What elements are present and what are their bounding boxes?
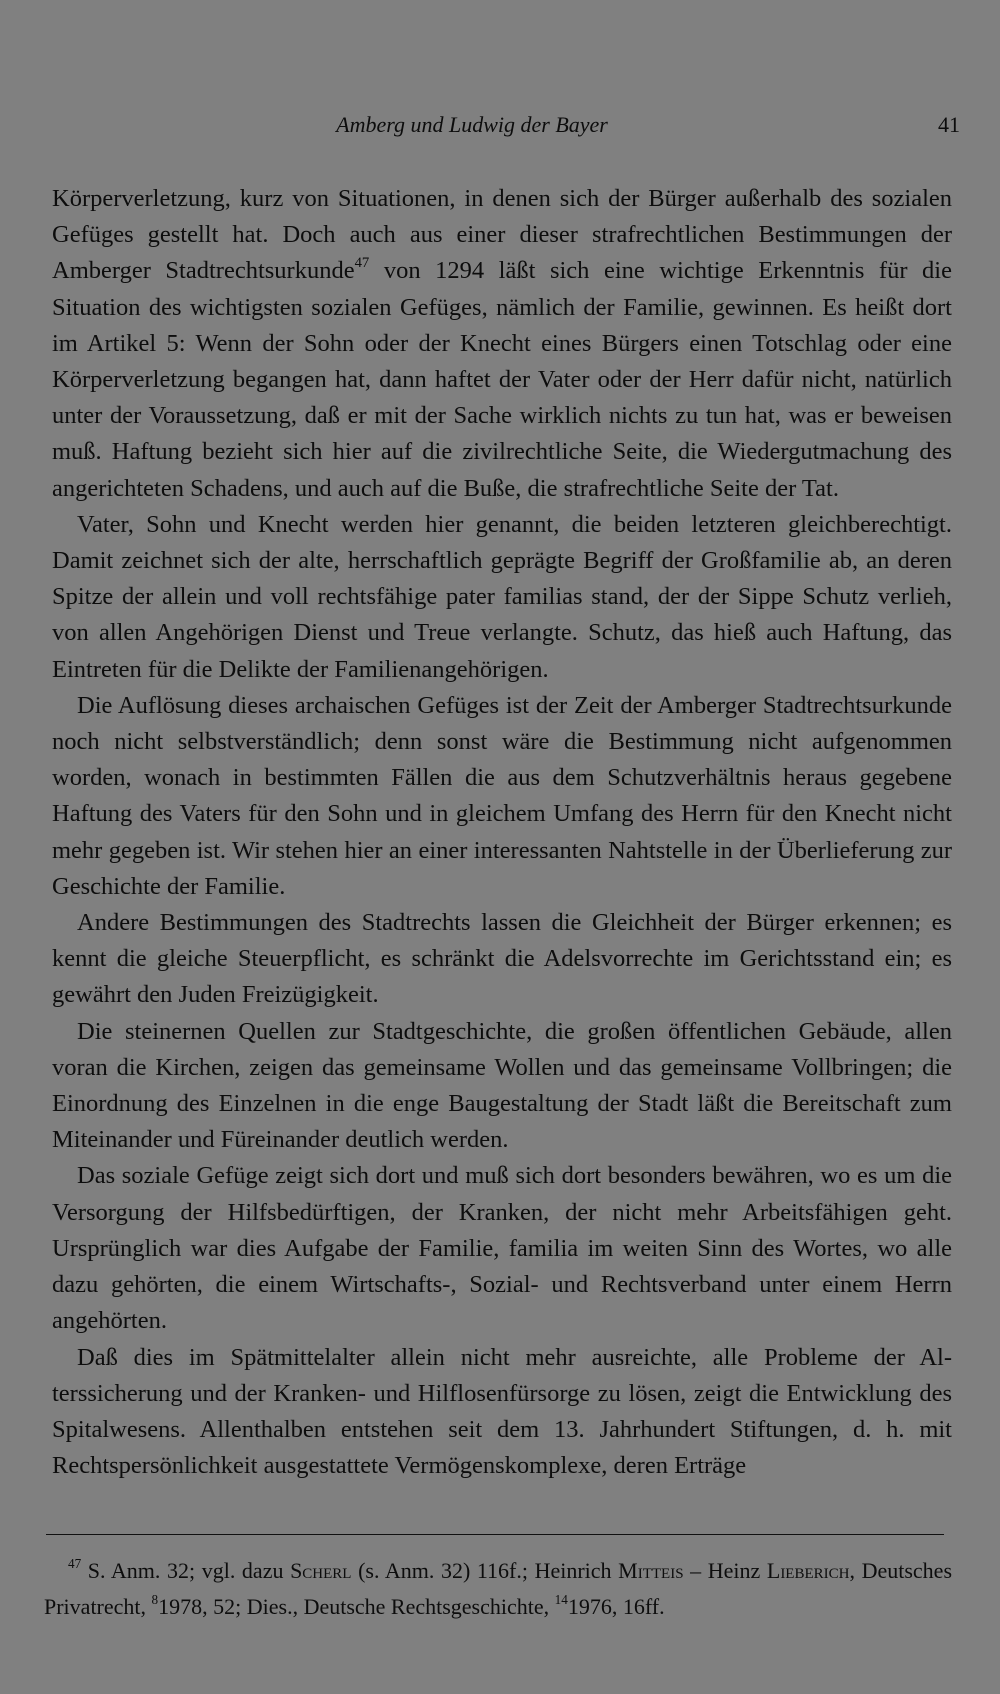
paragraph-7: Daß dies im Spätmittelalter allein nicht mehr ausreichte, alle Probleme der Alterssicherung und der Kranken- und Hilflosenfürsorge zu lösen, zeigt die Entwicklung des Spitalwesens. Allenthalben entstehen seit dem 13. Jahrhundert Stiftungen, d. h. mit Rechtspersönlichkeit ausgestattete Vermögenskomplexe, deren Erträge	[52, 1343, 952, 1480]
paragraph-3: Die Auflösung dieses archaischen Gefüges ist der Zeit der Amberger Stadtrechtsurkunde noch nicht selbstverständlich; denn sonst wäre die Bestimmung nicht aufgenommen worden, wonach in bestimmten Fällen die aus dem Schutzverhältnis heraus gegebene Haftung des Vaters für den Sohn und in gleichem Umfang des Herrn für den Knecht nicht mehr gegeben ist. Wir stehen hier an einer interessanten Nahtstelle in der Überlieferung zur Geschichte der Familie.	[52, 691, 952, 900]
footnote-author-scherl: Scherl	[290, 1558, 352, 1583]
footnote-edition-1: 8	[151, 1592, 159, 1608]
footnote-47	[44, 1553, 952, 1625]
footnote-text-3: – Heinz	[683, 1558, 767, 1583]
paragraph-5: Die steinernen Quellen zur Stadtgeschichte, die großen öffentlichen Gebäude, allen voran die Kirchen, zeigen das gemeinsame Wollen und das gemeinsame Vollbringen; die Einordnung des Einzelnen in die enge Baugestaltung der Stadt läßt die Bereitschaft zum Miteinander und Füreinander deutlich werden.	[52, 1017, 952, 1154]
paragraph-1-part-2: von 1294 läßt sich eine wichtige Erkenntnis für die Situation des wichtigsten sozialen Gefüges, nämlich der Familie, gewinnen. Es heißt dort im Artikel 5: Wenn der Sohn oder der Knecht eines Bürgers einen Totschlag oder eine Körperverletzung begangen hat, dann haftet der Vater oder der Herr dafür nicht, natürlich unter der Voraussetzung, daß er mit der Sache wirklich nichts zu tun hat, was er beweisen muß. Haftung bezieht sich hier auf die zivilrechtliche Seite, die Wiedergutmachung des angerichteten Schadens, und auch auf die Buße, die strafrechtliche Seite der Tat.	[52, 257, 952, 502]
page-number: 41	[938, 112, 960, 137]
footnote-text-6: 1976, 16ff.	[567, 1594, 665, 1619]
footnote-text-1: S. Anm. 32; vgl. dazu	[81, 1558, 291, 1583]
footnote-text-2: (s. Anm. 32) 116f.; Heinrich	[351, 1558, 619, 1583]
paragraph-2: Vater, Sohn und Knecht werden hier genannt, die beiden letzteren gleichberechtigt. Damit zeichnet sich der alte, herrschaftlich geprägte Begriff der Großfamilie ab, an deren Spitze der allein und voll rechtsfähige pater familias stand, der der Sippe Schutz verlieh, von allen Angehörigen Dienst und Treue verlangte. Schutz, das hieß auch Haftung, das Eintreten für die Delikte der Familienangehörigen.	[52, 510, 952, 683]
paragraph-1	[52, 181, 952, 507]
body-text	[52, 181, 952, 1484]
footnote-divider	[46, 1534, 944, 1535]
paragraph-4: Andere Bestimmungen des Stadtrechts lassen die Gleichheit der Bürger erkennen; es kennt die gleiche Steuerpflicht, es schränkt die Adelsvorrechte im Gerichtsstand ein; es gewährt den Juden Freizügigkeit.	[52, 909, 952, 1009]
paragraph-6: Das soziale Gefüge zeigt sich dort und muß sich dort besonders bewähren, wo es um die Versorgung der Hilfsbedürftigen, der Kranken, der nicht mehr Arbeitsfähigen geht. Ursprünglich war dies Aufgabe der Familie, familia im weiten Sinn des Wortes, wo alle dazu gehörten, die einem Wirtschafts-, Sozial- und Rechtsverband unter einem Herrn angehörten.	[52, 1162, 952, 1335]
paragraph-1-part-1: Körperverletzung, kurz von Situationen, in denen sich der Bürger außerhalb des sozialen Gefüges gestellt hat. Doch auch aus einer dieser strafrechtlichen Bestimmungen der Amberger Stadtrechtsurkunde	[52, 185, 952, 285]
footnote-text-4: , Deutsches Privatrecht,	[44, 1558, 952, 1619]
footnote-edition-2: 14	[554, 1592, 568, 1608]
footnote-author-mitteis: Mitteis	[618, 1558, 684, 1583]
footnote-author-lieberich: Lieberich	[766, 1558, 850, 1583]
footnote-number: 47	[68, 1556, 82, 1572]
footnote-text-5: 1978, 52; Dies., Deutsche Rechtsgeschichte,	[158, 1594, 555, 1619]
running-head	[52, 112, 960, 142]
running-title: Amberg und Ludwig der Bayer	[336, 112, 608, 137]
footnote-reference-47[interactable]: 47	[354, 255, 370, 272]
